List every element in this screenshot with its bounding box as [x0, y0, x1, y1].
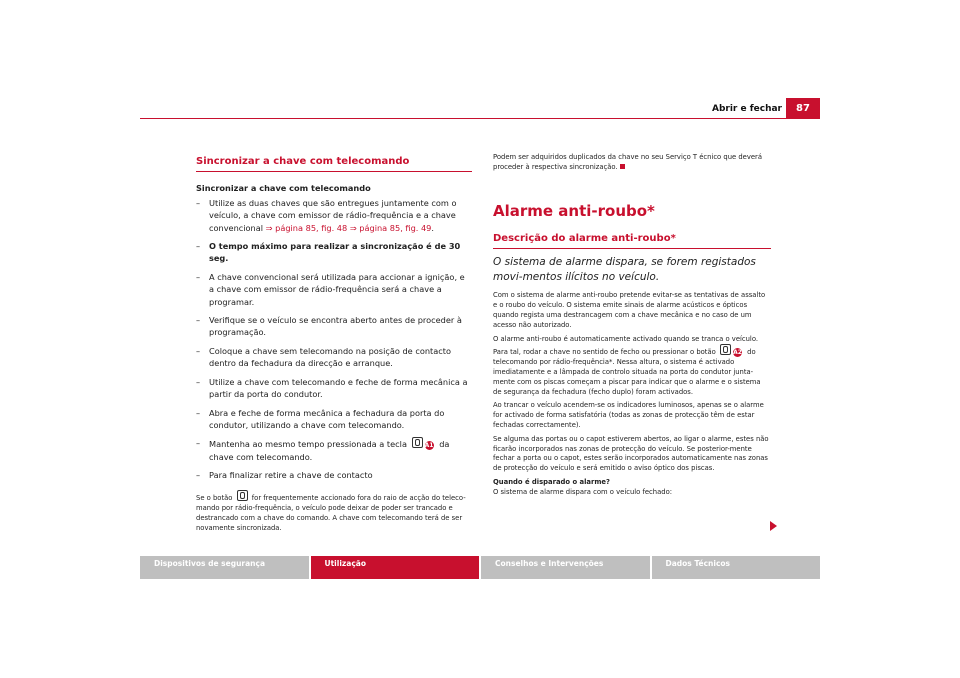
alarm-intro: O sistema de alarme dispara, se forem registados movi-mentos ilícitos no veículo. — [493, 256, 756, 284]
paragraph: Se alguma das portas ou o capot estiverem abertos, ao ligar o alarme, estes não ficarão incorporados nas zonas de protecção do veículo. Se posterior-mente fechar a porta ou o capot, estes serão incorporados automaticamente nas zonas de protecção do veículo e será emitido o aviso óptico dos piscas. — [493, 434, 769, 473]
callout-a2: A2 — [733, 349, 742, 357]
dash-marker: – — [196, 315, 201, 326]
step-text: O tempo máximo para realizar a sincronização é de 30 seg. — [209, 241, 461, 264]
paragraph — [493, 335, 771, 398]
step-text: A chave convencional será utilizada para accionar a ignição, e a chave com emissor de rádio-frequência será a chave a programar. — [209, 271, 465, 307]
list-item — [196, 376, 472, 401]
tab-tips-maintenance[interactable]: Conselhos e Intervenções — [481, 556, 650, 579]
step-text: Utilize as duas chaves que são entregues juntamente com o veículo, a chave com emissor de rádio-frequência e a chave convencional — [209, 197, 457, 233]
page-link-fig49[interactable]: ⇒ página 85, fig. 49 — [349, 222, 432, 233]
list-item — [196, 271, 472, 308]
list-item — [196, 469, 472, 481]
dash-marker: – — [196, 345, 201, 356]
lock-button-icon — [720, 344, 731, 355]
paragraph: O sistema de alarme dispara com o veículo fechado: — [493, 487, 673, 496]
para2-before: O alarme anti-roubo é automaticamente activado quando se tranca o veículo. Para tal, rodar a chave no sentido de fecho ou pressionar o botão — [493, 334, 759, 357]
dash-marker: – — [196, 407, 201, 418]
header-title: Abrir e fechar — [711, 104, 782, 114]
header-divider — [140, 118, 820, 119]
section-end-icon — [620, 164, 625, 169]
step-text: Utilize a chave com telecomando e feche de forma mecânica a partir da porta do condutor. — [209, 376, 468, 400]
note-before: Se o botão — [196, 493, 233, 502]
right-column — [493, 153, 771, 502]
step-text: Para finalizar retire a chave de contacto — [209, 470, 373, 481]
remote-key-icon — [237, 490, 248, 501]
list-item — [196, 314, 472, 339]
note-after: for frequentemente accionado fora do raio de acção do teleco-mando por rádio-frequência, o veículo pode deixar de poder ser trancado e destrancado com a chave do comando. A chave com telecomando terá de ser novamente sincronizada. — [196, 493, 466, 532]
tab-technical-data[interactable]: Dados Técnicos — [652, 556, 821, 579]
section-title-alarm: Descrição do alarme anti-roubo* — [493, 233, 771, 249]
duplicate-keys-paragraph — [493, 153, 771, 173]
paragraph: Ao trancar o veículo acendem-se os indicadores luminosos, apenas se o alarme for activado de forma satisfatória (todas as zonas de protecção têm de estar fechadas correctamente). — [493, 401, 764, 429]
page-link-fig48[interactable]: ⇒ página 85, fig. 48 — [265, 222, 348, 233]
main-title-alarm: Alarme anti-roubo* — [493, 201, 655, 220]
dash-marker: – — [196, 376, 201, 387]
remote-key-icon — [412, 437, 423, 448]
step-text: Verifique se o veículo se encontra aberto antes de proceder à programação. — [209, 315, 462, 338]
step-text: Mantenha ao mesmo tempo pressionada a tecla — [209, 439, 407, 450]
note-text — [196, 490, 472, 533]
footer-nav — [140, 556, 820, 579]
step-text: da chave com telecomando. — [209, 439, 450, 462]
dash-marker: – — [196, 197, 201, 208]
section-title-sync: Sincronizar a chave com telecomando — [196, 156, 472, 172]
list-item — [196, 407, 472, 432]
list-item — [196, 240, 472, 265]
dash-marker: – — [196, 271, 201, 282]
next-page-arrow-icon — [770, 521, 777, 531]
subheading-sync: Sincronizar a chave com telecomando — [196, 183, 371, 194]
step-text: Coloque a chave sem telecomando na posição de contacto dentro da fechadura da direcção e arranque. — [209, 345, 451, 369]
steps-list — [196, 197, 472, 482]
step-end: . — [431, 222, 434, 233]
left-column — [196, 156, 472, 533]
tab-safety-devices[interactable]: Dispositivos de segurança — [140, 556, 309, 579]
list-item — [196, 197, 472, 234]
step-text: Abra e feche de forma mecânica a fechadura da porta do condutor, utilizando a chave com telecomando. — [209, 407, 445, 430]
dash-marker: – — [196, 470, 201, 481]
dash-marker: – — [196, 438, 201, 449]
duplicate-keys-text: Podem ser adquiridos duplicados da chave no seu Serviço T écnico que deverá proceder à respectiva sincronização. — [493, 153, 763, 171]
tab-usage[interactable]: Utilização — [311, 556, 480, 579]
paragraph: Com o sistema de alarme anti-roubo pretende evitar-se as tentativas de assalto e o roubo do veículo. O sistema emite sinais de alarme acústicos e ópticos quando regista uma destrancagem com a chave mecânica e no caso de um acesso não autorizado. — [493, 291, 766, 329]
page-number: 87 — [786, 98, 820, 118]
callout-a1: A1 — [424, 442, 434, 450]
question-heading: Quando é disparado o alarme? — [493, 477, 610, 486]
dash-marker: – — [196, 241, 201, 252]
list-item — [196, 437, 472, 463]
list-item — [196, 345, 472, 370]
para2-after: do telecomando por rádio-frequência*. Nessa altura, o sistema é activado imediatamente e a lâmpada de controlo situada na porta do condutor junta-mente com os piscas começam a piscar para indicar que o alarme e o sistema de segurança da fechadura (fecho duplo) foram activados. — [493, 348, 761, 396]
